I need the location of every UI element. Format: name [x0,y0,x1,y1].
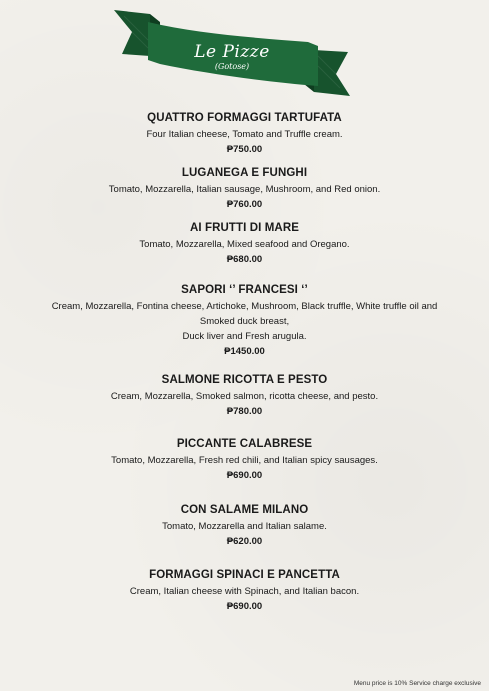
item-name: SAPORI ‘’ FRANCESI ‘’ [181,284,308,296]
item-name: CON SALAME MILANO [180,504,309,516]
item-name: PICCANTE CALABRESE [176,438,313,450]
menu-item [0,220,489,267]
item-price: ₱690.00 [226,470,263,481]
service-charge-note: Menu price is 10% Service charge exclusive [353,680,481,687]
item-price: ₱620.00 [226,536,263,547]
item-description: Cream, Italian cheese with Spinach, and Italian bacon. [129,586,360,597]
menu-item [0,436,489,483]
menu-item [0,110,489,157]
item-description: Cream, Mozzarella, Smoked salmon, ricotta cheese, and pesto. [110,391,379,402]
item-name: SALMONE RICOTTA E PESTO [161,374,328,386]
item-description: Tomato, Mozzarella, Fresh red chili, and Italian spicy sausages. [111,455,378,466]
item-price: ₱760.00 [226,199,263,210]
menu-item [0,165,489,212]
item-price: ₱750.00 [226,144,263,155]
item-description: Duck liver and Fresh arugula. [182,331,307,342]
item-price: ₱680.00 [226,254,263,265]
item-description: Tomato, Mozzarella and Italian salame. [162,521,327,532]
section-subtitle: (Gotose) [214,62,250,71]
menu-item [0,502,489,549]
item-price: ₱780.00 [226,406,263,417]
item-description: Four Italian cheese, Tomato and Truffle cream. [146,129,343,140]
item-description: Tomato, Mozzarella, Mixed seafood and Oregano. [139,239,350,250]
title-ribbon-banner [108,4,356,100]
item-price: ₱1450.00 [224,346,265,357]
menu-item [0,372,489,419]
menu-item [0,282,489,359]
item-description: Tomato, Mozzarella, Italian sausage, Mushroom, and Red onion. [108,184,381,195]
item-name: LUGANEGA E FUNGHI [181,167,308,179]
item-name: AI FRUTTI DI MARE [189,222,300,234]
item-description: Cream, Mozzarella, Fontina cheese, Artichoke, Mushroom, Black truffle, White truffle oil and [51,301,438,312]
item-name: QUATTRO FORMAGGI TARTUFATA [147,112,342,124]
item-name: FORMAGGI SPINACI E PANCETTA [149,569,340,581]
menu-item [0,567,489,614]
section-title: Le Pizze [194,42,270,62]
item-price: ₱690.00 [226,601,263,612]
item-description: Smoked duck breast, [199,316,290,327]
